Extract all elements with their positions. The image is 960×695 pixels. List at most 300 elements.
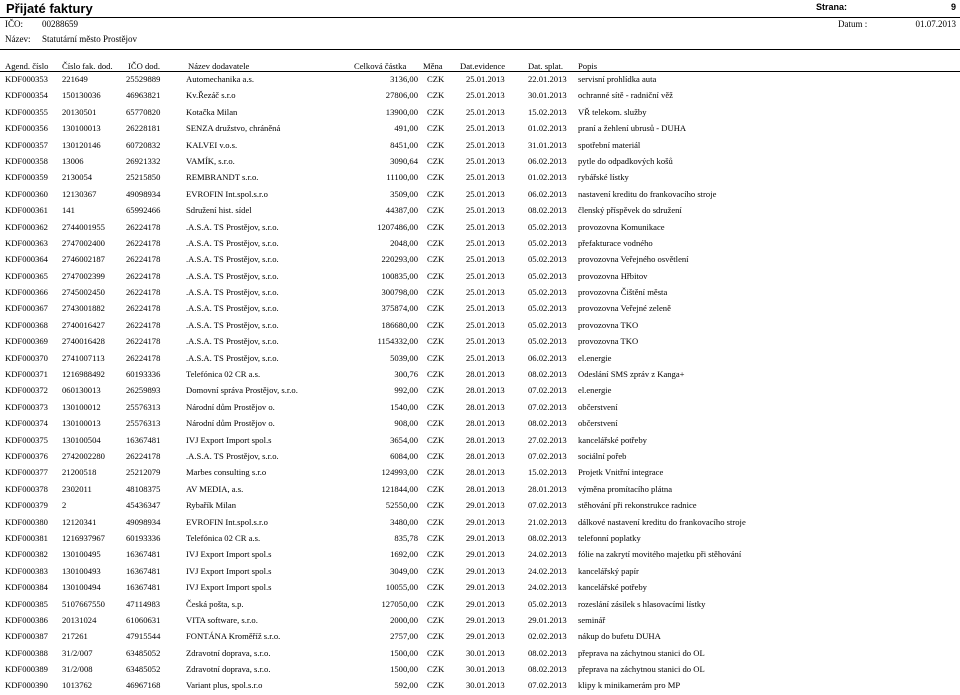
cell-mena: CZK	[427, 139, 445, 150]
cell-mena: CZK	[427, 385, 445, 396]
table-row	[0, 531, 960, 547]
cell-popis: servisní prohlídka auta	[578, 74, 657, 84]
cell-agend-cislo: KDF000354	[5, 90, 48, 101]
cell-popis: provozovna TKO	[578, 336, 639, 347]
cell-cislo-faktury: 2746002187	[62, 254, 105, 265]
table-row	[0, 400, 960, 416]
cell-cislo-faktury: 150130036	[62, 90, 101, 101]
cell-ico-dodavatele: 49098934	[126, 516, 161, 527]
cell-agend-cislo: KDF000353	[5, 74, 48, 84]
col-header-splatnost: Dat. splat.	[528, 61, 564, 71]
cell-datum-splatnosti: 07.02.2013	[528, 385, 567, 396]
cell-cislo-faktury: 2741007113	[62, 352, 105, 363]
cell-mena: CZK	[427, 287, 445, 298]
col-header-fak: Číslo fak. dod.	[62, 61, 113, 71]
cell-agend-cislo: KDF000389	[5, 664, 48, 675]
cell-celkova-castka: 186680,00	[381, 319, 418, 330]
cell-popis: nákup do bufetu DUHA	[578, 631, 661, 642]
cell-popis: ochranné sítě - radniční věž	[578, 90, 673, 101]
cell-nazev-dodavatele: REMBRANDT s.r.o.	[186, 172, 259, 183]
cell-agend-cislo: KDF000378	[5, 483, 48, 494]
cell-datum-evidence: 28.01.2013	[466, 483, 505, 494]
table-row	[0, 597, 960, 613]
cell-mena: CZK	[427, 205, 445, 216]
cell-cislo-faktury: 12130367	[62, 188, 97, 199]
cell-popis: provozovna Čištění města	[578, 287, 668, 298]
cell-datum-splatnosti: 15.02.2013	[528, 467, 567, 478]
table-row	[0, 482, 960, 498]
cell-celkova-castka: 220293,00	[381, 254, 418, 265]
cell-datum-splatnosti: 02.02.2013	[528, 631, 567, 642]
cell-agend-cislo: KDF000358	[5, 155, 48, 166]
table-row	[0, 105, 960, 121]
cell-celkova-castka: 1154332,00	[377, 336, 418, 347]
cell-celkova-castka: 13900,00	[385, 106, 418, 117]
cell-cislo-faktury: 2743001882	[62, 303, 105, 314]
cell-ico-dodavatele: 26228181	[126, 123, 161, 134]
cell-celkova-castka: 3090,64	[390, 155, 418, 166]
page-number-label: Strana:	[816, 2, 848, 12]
cell-celkova-castka: 2757,00	[390, 631, 418, 642]
cell-agend-cislo: KDF000355	[5, 106, 48, 117]
cell-agend-cislo: KDF000383	[5, 565, 48, 576]
cell-nazev-dodavatele: .A.S.A. TS Prostějov, s.r.o.	[186, 319, 279, 330]
cell-celkova-castka: 100835,00	[381, 270, 418, 281]
cell-datum-evidence: 29.01.2013	[466, 532, 505, 543]
cell-celkova-castka: 127050,00	[381, 598, 418, 609]
cell-datum-evidence: 29.01.2013	[466, 614, 505, 625]
cell-nazev-dodavatele: Kv.Řezáč s.r.o	[186, 90, 236, 101]
page-number-value: 9	[950, 2, 956, 12]
cell-datum-splatnosti: 05.02.2013	[528, 237, 567, 248]
cell-datum-evidence: 28.01.2013	[466, 434, 505, 445]
cell-popis: fólie na zakrytí movitého majetku při stěhování	[578, 549, 742, 560]
cell-ico-dodavatele: 45436347	[126, 500, 161, 511]
cell-datum-splatnosti: 15.02.2013	[528, 106, 567, 117]
cell-datum-evidence: 25.01.2013	[466, 123, 505, 134]
table-row	[0, 465, 960, 481]
cell-datum-splatnosti: 08.02.2013	[528, 664, 567, 675]
cell-nazev-dodavatele: Zdravotní doprava, s.r.o.	[186, 647, 271, 658]
cell-celkova-castka: 44387,00	[385, 205, 418, 216]
cell-mena: CZK	[427, 418, 445, 429]
cell-ico-dodavatele: 26224178	[126, 319, 161, 330]
cell-nazev-dodavatele: Automechanika a.s.	[186, 74, 255, 84]
table-row	[0, 662, 960, 678]
cell-agend-cislo: KDF000364	[5, 254, 48, 265]
col-header-popis: Popis	[578, 61, 598, 71]
cell-mena: CZK	[427, 532, 445, 543]
table-row	[0, 138, 960, 154]
datum-label: Datum :	[838, 19, 868, 29]
cell-cislo-faktury: 141	[62, 205, 75, 216]
cell-cislo-faktury: 1013762	[62, 680, 93, 691]
cell-datum-splatnosti: 05.02.2013	[528, 270, 567, 281]
cell-popis: spotřební materiál	[578, 139, 641, 150]
cell-agend-cislo: KDF000368	[5, 319, 48, 330]
cell-popis: občerstvení	[578, 401, 618, 412]
cell-datum-splatnosti: 08.02.2013	[528, 647, 567, 658]
cell-agend-cislo: KDF000366	[5, 287, 48, 298]
cell-nazev-dodavatele: .A.S.A. TS Prostějov, s.r.o.	[186, 237, 279, 248]
cell-mena: CZK	[427, 664, 445, 675]
cell-ico-dodavatele: 60193336	[126, 369, 161, 380]
cell-datum-splatnosti: 08.02.2013	[528, 532, 567, 543]
cell-datum-evidence: 25.01.2013	[466, 237, 505, 248]
cell-celkova-castka: 375874,00	[381, 303, 418, 314]
top-divider	[0, 17, 960, 18]
cell-nazev-dodavatele: SENZA družstvo, chráněná	[186, 123, 281, 134]
cell-popis: Odeslání SMS zpráv z Kanga+	[578, 369, 685, 380]
cell-nazev-dodavatele: Kotačka Milan	[186, 106, 238, 117]
cell-popis: členský příspěvek do sdružení	[578, 205, 682, 216]
cell-cislo-faktury: 2740016427	[62, 319, 105, 330]
cell-mena: CZK	[427, 680, 445, 691]
cell-datum-splatnosti: 21.02.2013	[528, 516, 567, 527]
cell-datum-evidence: 25.01.2013	[466, 352, 505, 363]
cell-cislo-faktury: 1216988492	[62, 369, 105, 380]
cell-datum-evidence: 25.01.2013	[466, 90, 505, 101]
cell-nazev-dodavatele: .A.S.A. TS Prostějov, s.r.o.	[186, 336, 279, 347]
cell-mena: CZK	[427, 90, 445, 101]
cell-ico-dodavatele: 48108375	[126, 483, 161, 494]
cell-ico-dodavatele: 46967168	[126, 680, 161, 691]
cell-mena: CZK	[427, 319, 445, 330]
cell-popis: dálkové nastavení kreditu do frankovacího stroje	[578, 516, 746, 527]
table-row	[0, 646, 960, 662]
table-row	[0, 269, 960, 285]
cell-celkova-castka: 1540,00	[390, 401, 418, 412]
cell-agend-cislo: KDF000374	[5, 418, 48, 429]
cell-datum-splatnosti: 22.01.2013	[528, 74, 567, 84]
cell-popis: pytle do odpadkových košů	[578, 155, 673, 166]
cell-popis: telefonní poplatky	[578, 532, 641, 543]
cell-ico-dodavatele: 65770820	[126, 106, 161, 117]
cell-popis: rozeslání zásilek s hlasovacími lístky	[578, 598, 706, 609]
cell-agend-cislo: KDF000381	[5, 532, 48, 543]
cell-mena: CZK	[427, 500, 445, 511]
cell-popis: kancelářský papír	[578, 565, 639, 576]
cell-agend-cislo: KDF000362	[5, 221, 48, 232]
cell-datum-splatnosti: 05.02.2013	[528, 254, 567, 265]
cell-cislo-faktury: 2747002399	[62, 270, 105, 281]
cell-ico-dodavatele: 25215850	[126, 172, 161, 183]
cell-datum-evidence: 25.01.2013	[466, 319, 505, 330]
cell-celkova-castka: 3509,00	[390, 188, 418, 199]
cell-mena: CZK	[427, 188, 445, 199]
cell-cislo-faktury: 5107667550	[62, 598, 105, 609]
cell-popis: rybářské lístky	[578, 172, 629, 183]
cell-ico-dodavatele: 63485052	[126, 647, 161, 658]
cell-ico-dodavatele: 26224178	[126, 287, 161, 298]
cell-cislo-faktury: 2740016428	[62, 336, 105, 347]
cell-datum-splatnosti: 07.02.2013	[528, 680, 567, 691]
cell-datum-evidence: 28.01.2013	[466, 418, 505, 429]
cell-celkova-castka: 1692,00	[390, 549, 418, 560]
cell-mena: CZK	[427, 221, 445, 232]
cell-nazev-dodavatele: .A.S.A. TS Prostějov, s.r.o.	[186, 287, 279, 298]
cell-mena: CZK	[427, 467, 445, 478]
cell-celkova-castka: 491,00	[394, 123, 418, 134]
table-row	[0, 367, 960, 383]
cell-cislo-faktury: 20130501	[62, 106, 97, 117]
cell-nazev-dodavatele: AV MEDIA, a.s.	[186, 483, 244, 494]
cell-nazev-dodavatele: Variant plus, spol.s.r.o	[186, 680, 263, 691]
nazev-label: Název:	[5, 34, 31, 44]
cell-datum-splatnosti: 06.02.2013	[528, 352, 567, 363]
cell-celkova-castka: 3049,00	[390, 565, 418, 576]
cell-ico-dodavatele: 26921332	[126, 155, 161, 166]
cell-nazev-dodavatele: .A.S.A. TS Prostějov, s.r.o.	[186, 450, 279, 461]
cell-datum-splatnosti: 08.02.2013	[528, 418, 567, 429]
cell-nazev-dodavatele: EVROFIN Int.spol.s.r.o	[186, 188, 268, 199]
cell-datum-splatnosti: 05.02.2013	[528, 336, 567, 347]
table-row	[0, 301, 960, 317]
cell-ico-dodavatele: 46963821	[126, 90, 161, 101]
cell-celkova-castka: 124993,00	[381, 467, 418, 478]
cell-popis: stěhování při rekonstrukce radnice	[578, 500, 697, 511]
table-row	[0, 613, 960, 629]
cell-agend-cislo: KDF000377	[5, 467, 48, 478]
cell-datum-splatnosti: 24.02.2013	[528, 549, 567, 560]
cell-celkova-castka: 992,00	[394, 385, 418, 396]
cell-agend-cislo: KDF000390	[5, 680, 48, 691]
cell-datum-evidence: 30.01.2013	[466, 664, 505, 675]
cell-datum-evidence: 29.01.2013	[466, 516, 505, 527]
cell-nazev-dodavatele: .A.S.A. TS Prostějov, s.r.o.	[186, 270, 279, 281]
cell-mena: CZK	[427, 336, 445, 347]
cell-nazev-dodavatele: Domovní správa Prostějov, s.r.o.	[186, 385, 298, 396]
cell-agend-cislo: KDF000386	[5, 614, 48, 625]
cell-popis: výměna promítacího plátna	[578, 483, 673, 494]
cell-agend-cislo: KDF000367	[5, 303, 48, 314]
cell-popis: Projetk Vnitřní integrace	[578, 467, 664, 478]
cell-cislo-faktury: 31/2/008	[62, 664, 93, 675]
cell-datum-splatnosti: 24.02.2013	[528, 565, 567, 576]
cell-ico-dodavatele: 16367481	[126, 434, 161, 445]
cell-mena: CZK	[427, 237, 445, 248]
col-header-dodavatel: Název dodavatele	[188, 61, 250, 71]
table-row	[0, 121, 960, 137]
cell-agend-cislo: KDF000360	[5, 188, 48, 199]
cell-cislo-faktury: 2744001955	[62, 221, 105, 232]
cell-agend-cislo: KDF000370	[5, 352, 48, 363]
cell-cislo-faktury: 2747002400	[62, 237, 105, 248]
cell-agend-cislo: KDF000363	[5, 237, 48, 248]
cell-popis: nastavení kreditu do frankovacího stroje	[578, 188, 717, 199]
cell-datum-evidence: 25.01.2013	[466, 155, 505, 166]
cell-popis: el.energie	[578, 385, 612, 396]
cell-ico-dodavatele: 26224178	[126, 237, 161, 248]
cell-popis: provozovna TKO	[578, 319, 639, 330]
cell-popis: VŘ telekom. služby	[578, 106, 647, 117]
cell-mena: CZK	[427, 123, 445, 134]
cell-datum-splatnosti: 05.02.2013	[528, 303, 567, 314]
cell-datum-evidence: 25.01.2013	[466, 139, 505, 150]
table-row	[0, 236, 960, 252]
cell-agend-cislo: KDF000376	[5, 450, 48, 461]
cell-nazev-dodavatele: VITA software, s.r.o.	[186, 614, 258, 625]
cell-cislo-faktury: 2302011	[62, 483, 92, 494]
cell-celkova-castka: 3480,00	[390, 516, 418, 527]
cell-cislo-faktury: 221649	[62, 74, 88, 84]
cell-nazev-dodavatele: Zdravotní doprava, s.r.o.	[186, 664, 271, 675]
table-row	[0, 252, 960, 268]
cell-mena: CZK	[427, 401, 445, 412]
page-title: Přijaté faktury	[6, 1, 93, 16]
cell-mena: CZK	[427, 74, 445, 84]
cell-datum-evidence: 30.01.2013	[466, 647, 505, 658]
cell-datum-splatnosti: 05.02.2013	[528, 221, 567, 232]
cell-nazev-dodavatele: .A.S.A. TS Prostějov, s.r.o.	[186, 254, 279, 265]
table-row	[0, 334, 960, 350]
cell-popis: přeprava na záchytnou stanici do OL	[578, 647, 705, 658]
cell-mena: CZK	[427, 565, 445, 576]
cell-nazev-dodavatele: Telefónica 02 CR a.s.	[186, 369, 261, 380]
cell-datum-splatnosti: 08.02.2013	[528, 205, 567, 216]
cell-cislo-faktury: 21200518	[62, 467, 97, 478]
cell-agend-cislo: KDF000387	[5, 631, 48, 642]
cell-datum-splatnosti: 05.02.2013	[528, 287, 567, 298]
cell-celkova-castka: 2000,00	[390, 614, 418, 625]
cell-datum-evidence: 28.01.2013	[466, 450, 505, 461]
header-divider	[0, 49, 960, 50]
cell-ico-dodavatele: 49098934	[126, 188, 161, 199]
cell-mena: CZK	[427, 369, 445, 380]
cell-datum-splatnosti: 06.02.2013	[528, 188, 567, 199]
cell-agend-cislo: KDF000384	[5, 582, 48, 593]
col-header-agend: Agend. číslo	[5, 61, 49, 71]
table-row	[0, 416, 960, 432]
cell-agend-cislo: KDF000357	[5, 139, 48, 150]
cell-cislo-faktury: 1216937967	[62, 532, 105, 543]
cell-ico-dodavatele: 65992466	[126, 205, 161, 216]
cell-mena: CZK	[427, 549, 445, 560]
cell-datum-evidence: 25.01.2013	[466, 336, 505, 347]
cell-nazev-dodavatele: VAMÍK, s.r.o.	[186, 155, 235, 166]
table-row	[0, 203, 960, 219]
cell-agend-cislo: KDF000365	[5, 270, 48, 281]
table-row	[0, 564, 960, 580]
cell-cislo-faktury: 130100493	[62, 565, 101, 576]
cell-celkova-castka: 2048,00	[390, 237, 418, 248]
cell-celkova-castka: 835,78	[394, 532, 418, 543]
cell-ico-dodavatele: 25576313	[126, 418, 161, 429]
cell-popis: občerstvení	[578, 418, 618, 429]
cell-datum-evidence: 25.01.2013	[466, 303, 505, 314]
cell-cislo-faktury: 2130054	[62, 172, 93, 183]
table-row	[0, 154, 960, 170]
cell-nazev-dodavatele: .A.S.A. TS Prostějov, s.r.o.	[186, 303, 279, 314]
cell-datum-evidence: 29.01.2013	[466, 565, 505, 576]
cell-mena: CZK	[427, 582, 445, 593]
cell-agend-cislo: KDF000361	[5, 205, 48, 216]
cell-ico-dodavatele: 26224178	[126, 352, 161, 363]
cell-celkova-castka: 1500,00	[390, 664, 418, 675]
cell-mena: CZK	[427, 647, 445, 658]
cell-nazev-dodavatele: Rybařík Milan	[186, 500, 237, 511]
cell-datum-evidence: 25.01.2013	[466, 221, 505, 232]
cell-agend-cislo: KDF000375	[5, 434, 48, 445]
cell-datum-splatnosti: 01.02.2013	[528, 123, 567, 134]
cell-nazev-dodavatele: Marbes consulting s.r.o	[186, 467, 267, 478]
cell-datum-splatnosti: 29.01.2013	[528, 614, 567, 625]
cell-nazev-dodavatele: IVJ Export Import spol.s	[186, 565, 272, 576]
ico-value: 00288659	[42, 19, 78, 29]
cell-mena: CZK	[427, 254, 445, 265]
cell-ico-dodavatele: 26224178	[126, 303, 161, 314]
cell-datum-splatnosti: 31.01.2013	[528, 139, 567, 150]
table-row	[0, 220, 960, 236]
cell-mena: CZK	[427, 352, 445, 363]
table-row	[0, 383, 960, 399]
cell-cislo-faktury: 060130013	[62, 385, 101, 396]
nazev-value: Statutární město Prostějov	[42, 34, 137, 44]
cell-ico-dodavatele: 60193336	[126, 532, 161, 543]
cell-datum-splatnosti: 08.02.2013	[528, 369, 567, 380]
table-row	[0, 498, 960, 514]
cell-agend-cislo: KDF000373	[5, 401, 48, 412]
cell-nazev-dodavatele: IVJ Export Import spol.s	[186, 582, 272, 593]
cell-popis: přefakturace vodného	[578, 237, 653, 248]
cell-celkova-castka: 3654,00	[390, 434, 418, 445]
table-row	[0, 351, 960, 367]
cell-nazev-dodavatele: Sdružení hist. sídel	[186, 205, 252, 216]
cell-ico-dodavatele: 26224178	[126, 270, 161, 281]
cell-cislo-faktury: 130120146	[62, 139, 101, 150]
cell-ico-dodavatele: 26224178	[126, 336, 161, 347]
cell-agend-cislo: KDF000372	[5, 385, 48, 396]
cell-datum-evidence: 28.01.2013	[466, 401, 505, 412]
table-row	[0, 285, 960, 301]
cell-celkova-castka: 6084,00	[390, 450, 418, 461]
cell-cislo-faktury: 130100013	[62, 123, 101, 134]
cell-ico-dodavatele: 25529889	[126, 74, 161, 84]
cell-popis: přeprava na záchytnou stanici do OL	[578, 664, 705, 675]
cell-ico-dodavatele: 25212079	[126, 467, 161, 478]
cell-popis: klipy k minikamerám pro MP	[578, 680, 681, 691]
cell-celkova-castka: 592,00	[394, 680, 418, 691]
cell-datum-evidence: 29.01.2013	[466, 500, 505, 511]
datum-value: 01.07.2013	[915, 19, 956, 29]
cell-datum-evidence: 29.01.2013	[466, 598, 505, 609]
table-row	[0, 678, 960, 694]
cell-datum-evidence: 25.01.2013	[466, 287, 505, 298]
cell-cislo-faktury: 130100013	[62, 418, 101, 429]
cell-cislo-faktury: 130100504	[62, 434, 101, 445]
cell-celkova-castka: 3136,00	[390, 74, 418, 84]
cell-cislo-faktury: 2	[62, 500, 67, 511]
cell-agend-cislo: KDF000359	[5, 172, 48, 183]
table-row	[0, 72, 960, 88]
cell-nazev-dodavatele: Česká pošta, s.p.	[186, 598, 244, 609]
cell-ico-dodavatele: 47915544	[126, 631, 161, 642]
cell-popis: seminář	[578, 614, 606, 625]
cell-datum-splatnosti: 07.02.2013	[528, 401, 567, 412]
cell-mena: CZK	[427, 270, 445, 281]
cell-datum-splatnosti: 07.02.2013	[528, 450, 567, 461]
cell-nazev-dodavatele: .A.S.A. TS Prostějov, s.r.o.	[186, 221, 279, 232]
cell-datum-evidence: 25.01.2013	[466, 74, 505, 84]
cell-mena: CZK	[427, 172, 445, 183]
cell-mena: CZK	[427, 450, 445, 461]
table-row	[0, 580, 960, 596]
cell-agend-cislo: KDF000356	[5, 123, 48, 134]
cell-agend-cislo: KDF000385	[5, 598, 48, 609]
cell-datum-evidence: 25.01.2013	[466, 270, 505, 281]
cell-popis: sociální pořeb	[578, 450, 627, 461]
col-header-castka: Celková částka	[354, 61, 407, 71]
